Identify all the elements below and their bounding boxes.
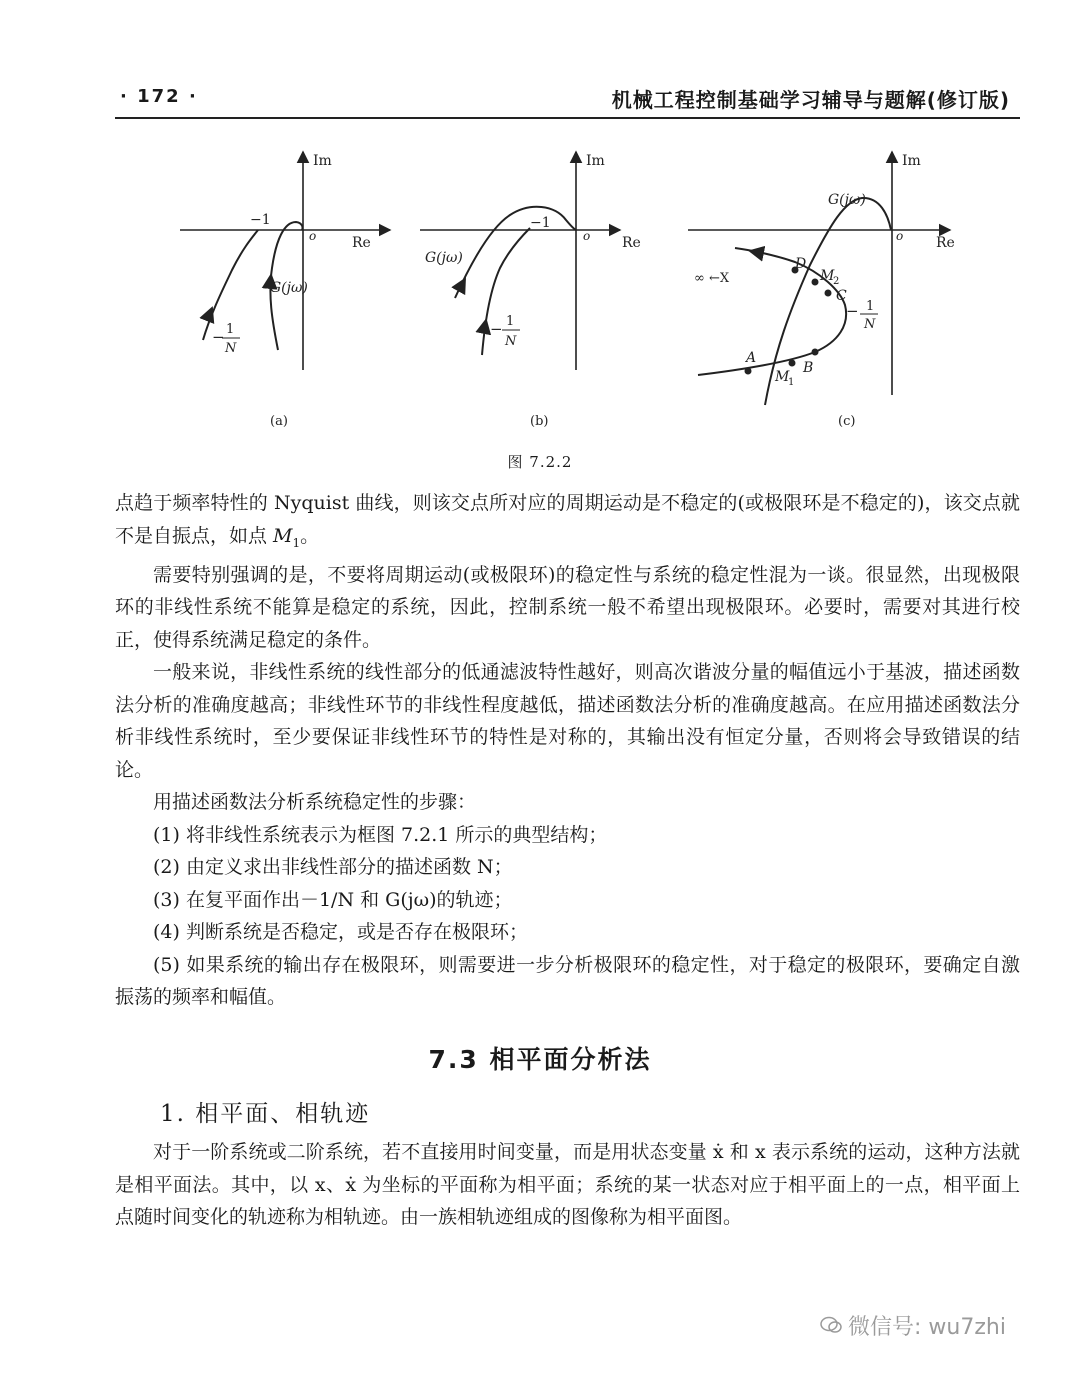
step-3: (3) 在复平面作出－1/N 和 G(jω)的轨迹； — [153, 888, 513, 911]
g-jw-label: G(jω) — [270, 280, 308, 296]
neg-sign: − — [490, 320, 503, 338]
infinity-label: ∞ ←X — [694, 271, 730, 286]
origin-label: o — [309, 229, 317, 243]
paragraph-1: 点趋于频率特性的 Nyquist 曲线，则该交点所对应的周期运动是不稳定的(或极限环是不稳定的)，该交点就不是自振点，如点 $M_1$。 — [115, 492, 1020, 550]
g-jw-label: G(jω) — [828, 192, 866, 208]
label-c: C — [836, 288, 847, 304]
minus-one-label: −1 — [530, 215, 551, 231]
frac-den: N — [505, 334, 517, 349]
page-number: · 172 · — [120, 86, 198, 107]
wechat-watermark — [820, 1310, 1006, 1341]
paragraph-2: 需要特别强调的是，不要将周期运动(或极限环)的稳定性与系统的稳定性混为一谈。很显然，出现极限环的非线性系统不能算是稳定的系统，因此，控制系统一般不希望出现极限环。必要时，需要对其进行校正，使得系统满足稳定的条件。 — [115, 563, 1020, 651]
label-d: D — [795, 256, 807, 272]
frac-den: N — [864, 317, 876, 332]
step-5: (5) 如果系统的输出存在极限环，则需要进一步分析极限环的稳定性，对于稳定的极限环，要确定自激振荡的频率和幅值。 — [115, 953, 1020, 1009]
figure-caption: 图 7.2.2 — [507, 453, 573, 471]
re-label: Re — [622, 235, 641, 251]
minus-one-label: −1 — [250, 212, 271, 228]
panel-c — [688, 152, 955, 429]
label-m1-sub: 1 — [788, 377, 795, 388]
label-m2: M — [820, 268, 835, 284]
point-a — [745, 368, 752, 375]
steps-intro: 用描述函数法分析系统稳定性的步骤： — [153, 791, 477, 814]
label-m2-sub: 2 — [833, 276, 840, 287]
label-m1: M — [775, 369, 790, 385]
frac-num: 1 — [226, 322, 235, 337]
section-body — [115, 1136, 1020, 1234]
figure-7-2-2 — [0, 140, 1080, 440]
page-header — [115, 82, 1020, 116]
frac-num: 1 — [866, 299, 875, 314]
step-2: (2) 由定义求出非线性部分的描述函数 N； — [153, 856, 513, 879]
point-c — [825, 290, 832, 297]
g-jw-curve — [455, 207, 576, 298]
im-label: Im — [313, 153, 332, 169]
im-label: Im — [586, 153, 605, 169]
paragraph-4: 对于一阶系统或二阶系统，若不直接用时间变量，而是用状态变量 ẋ 和 x 表示系统的运动，这种方法就是相平面法。其中，以 x、ẋ 为坐标的平面称为相平面；系统的某一状态对应于相平面上的一点，相平面上点随时间变化的轨迹称为相轨迹。由一族相轨迹组成的图像称为相平面图。 — [115, 1141, 1020, 1228]
im-label: Im — [902, 153, 921, 169]
origin-label: o — [896, 229, 904, 243]
re-label: Re — [352, 235, 371, 251]
re-label: Re — [936, 235, 955, 251]
watermark-text: 微信号: wu7zhi — [848, 1315, 1006, 1340]
step-1: (1) 将非线性系统表示为框图 7.2.1 所示的典型结构； — [153, 823, 608, 846]
point-b — [812, 349, 819, 356]
frac-den: N — [225, 341, 237, 356]
g-jw-label: G(jω) — [425, 250, 463, 266]
wechat-icon — [820, 1315, 842, 1340]
step-4: (4) 判断系统是否稳定，或是否存在极限环； — [153, 921, 528, 944]
panel-label: (b) — [530, 414, 549, 429]
label-a: A — [746, 350, 757, 366]
neg-sign: − — [212, 328, 225, 346]
panel-b — [420, 152, 641, 429]
frac-num: 1 — [506, 314, 515, 329]
panel-label: (c) — [838, 414, 856, 429]
label-b: B — [803, 360, 814, 376]
subsection-title: 1. 相平面、相轨迹 — [160, 1101, 371, 1127]
panel-a — [180, 152, 390, 429]
body-text — [115, 487, 1020, 1014]
section-title: 7.3 相平面分析法 — [428, 1045, 652, 1074]
paragraph-3: 一般来说，非线性系统的线性部分的低通滤波特性越好，则高次谐波分量的幅值远小于基波，描述函数法分析的准确度越高；非线性环节的非线性程度越低，描述函数法分析的准确度越高。在应用描述函数法分析非线性系统时，至少要保证非线性环节的特性是对称的，其输出没有恒定分量，否则将会导致错误的结论。 — [115, 661, 1020, 781]
point-m1 — [789, 360, 796, 367]
header-rule — [115, 117, 1020, 119]
book-title: 机械工程控制基础学习辅导与题解(修订版) — [611, 88, 1010, 112]
neg-sign: − — [846, 302, 859, 320]
origin-label: o — [583, 229, 591, 243]
panel-label: (a) — [270, 414, 288, 429]
point-m2 — [812, 279, 819, 286]
